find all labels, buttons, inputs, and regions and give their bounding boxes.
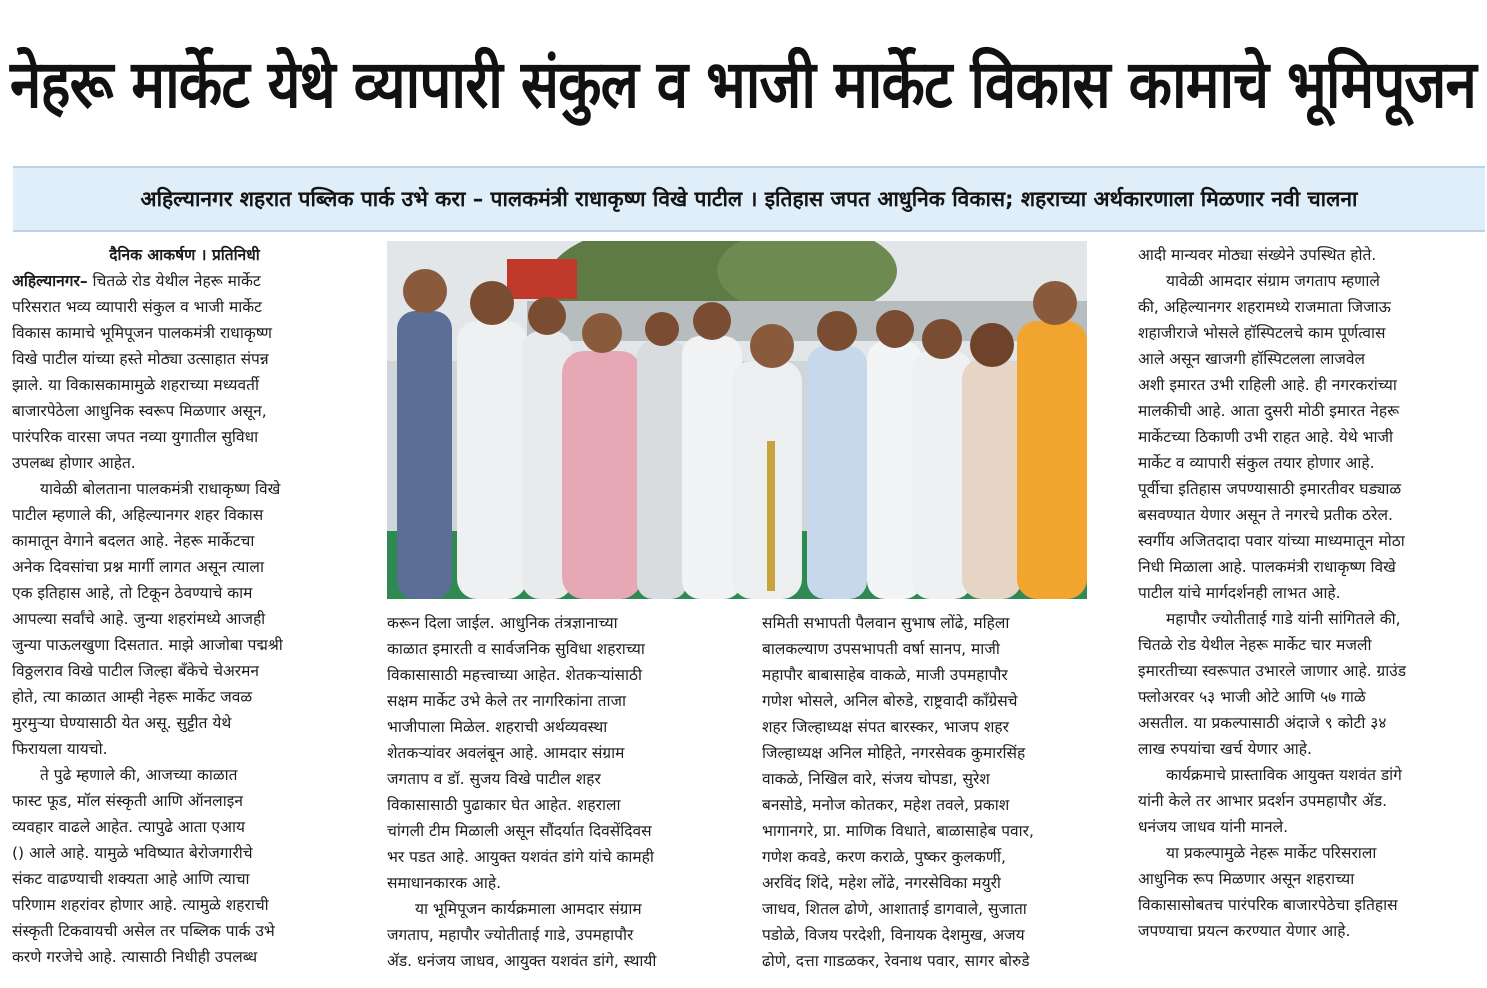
text-line: पाटील यांचे मार्गदर्शनही लाभत आहे. [1138, 584, 1341, 602]
byline: दैनिक आकर्षण । प्रतिनिधी [109, 246, 260, 264]
text-line: गणेश कवडे, करण कराळे, पुष्कर कुलकर्णी, [762, 848, 1006, 866]
text-line: यांनी केले तर आभार प्रदर्शन उपमहापौर ॲड. [1138, 792, 1388, 810]
text-line: जपण्याचा प्रयत्न करण्यात येणार आहे. [1138, 922, 1351, 940]
text-line: व्यवहार वाढले आहेत. त्यापुढे आता एआय [12, 818, 245, 836]
text-line: धनंजय जाधव यांनी मानले. [1138, 818, 1289, 836]
text-line: पाटील म्हणाले की, अहिल्यानगर शहर विकास [12, 506, 264, 524]
text-line: महापौर बाबासाहेब वाकळे, माजी उपमहापौर [762, 666, 1008, 684]
column-body [1138, 242, 1476, 944]
text-line: मार्केट व व्यापारी संकुल तयार होणार आहे. [1138, 454, 1375, 472]
text-line: संस्कृती टिकवायची असेल तर पब्लिक पार्क उभे [12, 922, 275, 940]
text-line: सक्षम मार्केट उभे केले तर नागरिकांना ताजा [387, 692, 626, 710]
text-line: करून दिला जाईल. आधुनिक तंत्रज्ञानाच्या [387, 614, 618, 632]
text-line: या भूमिपूजन कार्यक्रमाला आमदार संग्राम [415, 900, 642, 918]
text-line: पूर्वीचा इतिहास जपण्यासाठी इमारतीवर घड्याळ [1138, 480, 1402, 498]
text-line: गणेश भोसले, अनिल बोरुडे, राष्ट्रवादी कॉंग्रेसचे [762, 692, 1018, 710]
text-line: विकासासाठी महत्त्वाच्या आहेत. शेतकऱ्यांसाठी [387, 666, 643, 684]
text-line: पडोळे, विजय परदेशी, विनायक देशमुख, अजय [762, 926, 1025, 944]
article-column-4 [1138, 242, 1476, 982]
text-line: फिरायला यायचो. [12, 740, 108, 758]
text-line: निधी मिळाला आहे. पालकमंत्री राधाकृष्ण विखे [1138, 558, 1396, 576]
article-column-2 [387, 610, 730, 982]
text-line: ढोणे, दत्ता गाडळकर, रेवनाथ पवार, सागर बोरुडे [762, 952, 1030, 970]
text-line: परिसरात भव्य व्यापारी संकुल व भाजी मार्केट [12, 298, 262, 316]
text-line: चांगली टीम मिळाली असून सौंदर्यात दिवसेंदिवस [387, 822, 652, 840]
column-body [12, 268, 357, 970]
text-line: कार्यक्रमाचे प्रास्ताविक आयुक्त यशवंत डांगे [1166, 766, 1402, 784]
text-line: विकासासाठी पुढाकार घेत आहेत. शहराला [387, 796, 621, 814]
text-line: आधुनिक रूप मिळणार असून शहराच्या [1138, 870, 1355, 888]
text-line: विकासासोबतच पारंपरिक बाजारपेठेचा इतिहास [1138, 896, 1398, 914]
text-line: अनेक दिवसांचा प्रश्न मार्गी लागत असून त्याला [12, 558, 264, 576]
text-line: आपल्या सर्वांचे आहे. जुन्या शहरांमध्ये आजही [12, 610, 266, 628]
text-line: परिणाम शहरांवर होणार आहे. त्यामुळे शहराची [12, 896, 269, 914]
event-photo [387, 241, 1087, 599]
text-line: होते, त्या काळात आम्ही नेहरू मार्केट जवळ [12, 688, 253, 706]
text-line [12, 268, 357, 294]
text-line: भाजीपाला मिळेल. शहराची अर्थव्यवस्था [387, 718, 608, 736]
text-line: कामातून वेगाने बदलत आहे. नेहरू मार्केटचा [12, 532, 255, 550]
text-line: मुरमुऱ्या घेण्यासाठी येत असू. सुट्टीत येथे [12, 714, 232, 732]
text-line: जिल्हाध्यक्ष अनिल मोहिते, नगरसेवक कुमारसिंह [762, 744, 1026, 762]
text-line: इमारतीच्या स्वरूपात उभारले जाणार आहे. ग्राउंड [1138, 662, 1407, 680]
text-line: महापौर ज्योतीताई गाडे यांनी सांगितले की, [1166, 610, 1401, 628]
text-line: यावेळी आमदार संग्राम जगताप म्हणाले [1166, 272, 1380, 290]
text-line-rest: चितळे रोड येथील नेहरू मार्केट [87, 272, 261, 290]
dateline: अहिल्यानगर– [12, 272, 88, 290]
text-line: झाले. या विकासकामामुळे शहराच्या मध्यवर्ती [12, 376, 259, 394]
text-line: मार्केटच्या ठिकाणी उभी राहत आहे. येथे भाजी [1138, 428, 1394, 446]
text-line: वाकळे, निखिल वारे, संजय चोपडा, सुरेश [762, 770, 990, 788]
column-body [762, 610, 1107, 974]
text-line: एक इतिहास आहे, तो टिकून ठेवण्याचे काम [12, 584, 253, 602]
text-line: शहर जिल्हाध्यक्ष संपत बारस्कर, भाजप शहर [762, 718, 1009, 736]
text-line: आले असून खाजगी हॉस्पिटलला लाजवेल [1138, 350, 1366, 368]
text-line: बसवण्यात येणार असून ते नगरचे प्रतीक ठरेल. [1138, 506, 1393, 524]
text-line: विखे पाटील यांच्या हस्ते मोठ्या उत्साहात संपन्न [12, 350, 269, 368]
text-line: फ्लोअरवर ५३ भाजी ओटे आणि ५७ गाळे [1138, 688, 1366, 706]
text-line: समिती सभापती पैलवान सुभाष लोंढे, महिला [762, 614, 1010, 632]
text-line: की, अहिल्यानगर शहरामध्ये राजमाता जिजाऊ [1138, 298, 1391, 316]
subheadline: अहिल्यानगर शहरात पब्लिक पार्क उभे करा – पालकमंत्री राधाकृष्ण विखे पाटील । इतिहास जपत आधुनिक विकास; शहराच्या अर्थकारणाला मिळणार नवी चालना [13, 166, 1485, 232]
text-line: जाधव, शितल ढोणे, आशाताई डागवाले, सुजाता [762, 900, 1027, 918]
article-column-3 [762, 610, 1107, 982]
text-line: समाधानकारक आहे. [387, 874, 501, 892]
text-line: पारंपरिक वारसा जपत नव्या युगातील सुविधा [12, 428, 259, 446]
text-line: यावेळी बोलताना पालकमंत्री राधाकृष्ण विखे [40, 480, 281, 498]
text-line: अशी इमारत उभी राहिली आहे. ही नगरकरांच्या [1138, 376, 1397, 394]
text-line: ॲड. धनंजय जाधव, आयुक्त यशवंत डांगे, स्थायी [387, 952, 657, 970]
photo-icon [387, 241, 1087, 599]
text-line: या प्रकल्पामुळे नेहरू मार्केट परिसराला [1166, 844, 1377, 862]
text-line: स्वर्गीय अजितदादा पवार यांच्या माध्यमातून मोठा [1138, 532, 1405, 550]
text-line: बनसोडे, मनोज कोतकर, महेश तवले, प्रकाश [762, 796, 1010, 814]
text-line: चितळे रोड येथील नेहरू मार्केट चार मजली [1138, 636, 1372, 654]
text-line: काळात इमारती व सार्वजनिक सुविधा शहराच्या [387, 640, 645, 658]
text-line: शहाजीराजे भोसले हॉस्पिटलचे काम पूर्णत्वास [1138, 324, 1386, 342]
text-line: शेतकऱ्यांवर अवलंबून आहे. आमदार संग्राम [387, 744, 625, 762]
text-line: फास्ट फूड, मॉल संस्कृती आणि ऑनलाइन [12, 792, 243, 810]
text-line: भागानगरे, प्रा. माणिक विधाते, बाळासाहेब पवार, [762, 822, 1034, 840]
text-line: () आले आहे. यामुळे भविष्यात बेरोजगारीचे [12, 844, 253, 862]
text-line: संकट वाढण्याची शक्यता आहे आणि त्याचा [12, 870, 250, 888]
text-line: जुन्या पाऊलखुणा दिसतात. माझे आजोबा पद्मश्री [12, 636, 283, 654]
text-line: भर पडत आहे. आयुक्त यशवंत डांगे यांचे कामही [387, 848, 654, 866]
text-line: मालकीची आहे. आता दुसरी मोठी इमारत नेहरू [1138, 402, 1400, 420]
text-line: असतील. या प्रकल्पासाठी अंदाजे ९ कोटी ३४ [1138, 714, 1387, 732]
text-line: विकास कामाचे भूमिपूजन पालकमंत्री राधाकृष्ण [12, 324, 272, 342]
text-line: आदी मान्यवर मोठ्या संख्येने उपस्थित होते. [1138, 246, 1377, 264]
headline: नेहरू मार्केट येथे व्यापारी संकुल व भाजी मार्केट विकास कामाचे भूमिपूजन [10, 46, 1477, 123]
column-body [387, 610, 730, 974]
text-line: ते पुढे म्हणाले की, आजच्या काळात [40, 766, 238, 784]
text-line: अरविंद शिंदे, महेश लोंढे, नगरसेविका मयुरी [762, 874, 1001, 892]
text-line: जगताप व डॉ. सुजय विखे पाटील शहर [387, 770, 601, 788]
text-line: लाख रुपयांचा खर्च येणार आहे. [1138, 740, 1312, 758]
text-line: बालकल्याण उपसभापती वर्षा सानप, माजी [762, 640, 1000, 658]
text-line: विठ्ठलराव विखे पाटील जिल्हा बँकेचे चेअरमन [12, 662, 259, 680]
text-line: बाजारपेठेला आधुनिक स्वरूप मिळणार असून, [12, 402, 267, 420]
text-line: जगताप, महापौर ज्योतीताई गाडे, उपमहापौर [387, 926, 634, 944]
text-line: करणे गरजेचे आहे. त्यासाठी निधीही उपलब्ध [12, 948, 258, 966]
text-line: उपलब्ध होणार आहेत. [12, 454, 136, 472]
article-column-1 [12, 242, 357, 982]
